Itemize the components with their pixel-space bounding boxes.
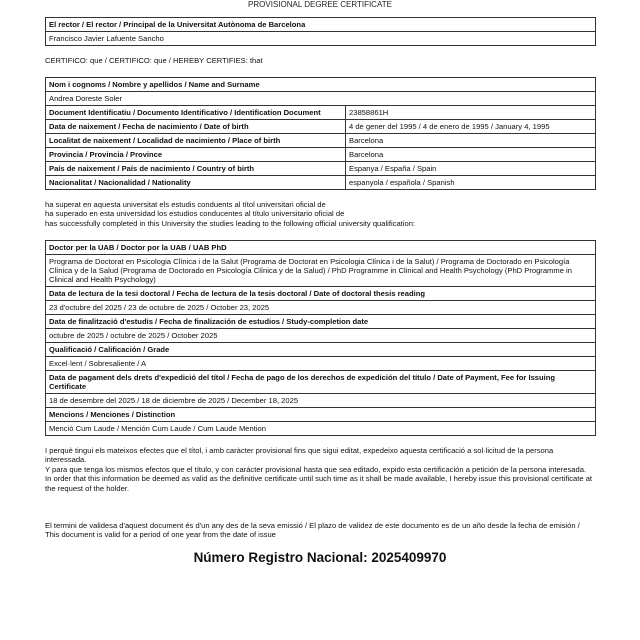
person-row <box>46 106 596 120</box>
field-value: 4 de gener del 1995 / 4 de enero de 1995 / January 4, 1995 <box>346 120 596 134</box>
field-label: País de naixement / País de nacimiento / Country of birth <box>46 162 346 176</box>
registro-nacional: Número Registro Nacional: 2025409970 <box>193 550 447 565</box>
rector-label: El rector / El rector / Principal de la Universitat Autònoma de Barcelona <box>46 18 596 32</box>
field-label: Data de naixement / Fecha de nacimiento / Date of birth <box>46 120 346 134</box>
document-title: PROVISIONAL DEGREE CERTIFICATE <box>248 0 392 9</box>
intro-line: ha superado en esta universidad los estudios conducentes al título universitario oficial de <box>45 209 345 219</box>
degree-label: Qualificació / Calificación / Grade <box>46 343 596 357</box>
rector-name: Francisco Javier Lafuente Sancho <box>46 32 596 46</box>
degree-value: Menció Cum Laude / Mención Cum Laude / Cum Laude Mention <box>46 422 596 436</box>
closing-es: Y para que tenga los mismos efectos que el título, y con carácter provisional hasta que sea editado, expido esta certificación a petición de la persona interesada. <box>45 464 587 474</box>
person-row <box>46 176 596 190</box>
name-label: Nom i cognoms / Nombre y apellidos / Name and Surname <box>46 78 596 92</box>
validity-text <box>45 521 596 540</box>
closing-en: In order that this information be deemed as valid as the definitive certificate until such time as it shall be made available, I hereby issue this provisional certificate at the request of the holder. <box>45 474 593 493</box>
name-value: Andrea Doreste Soler <box>46 92 596 106</box>
field-label: Provincia / Provincia / Province <box>46 148 346 162</box>
field-value: Barcelona <box>346 134 596 148</box>
field-value: espanyola / española / Spanish <box>346 176 596 190</box>
person-table <box>45 77 596 190</box>
certifico-text: CERTIFICO: que / CERTIFICO: que / HEREBY CERTIFIES: that <box>45 56 263 65</box>
validity: El termini de validesa d'aquest document és d'un any des de la seva emissió / El plazo de validez de este documento es de un año desde la fecha de emisión / This document is valid for a period of one year from the date of issue <box>45 521 580 540</box>
degree-label: Doctor per la UAB / Doctor por la UAB / UAB PhD <box>46 241 596 255</box>
degree-label: Data de finalització d'estudis / Fecha de finalización de estudios / Study-completion date <box>46 315 596 329</box>
closing-ca: I perquè tingui els mateixos efectes que el títol, i amb caràcter provisional fins que sigui editat, expedeixo aquesta certificació a sol·licitud de la persona interessada. <box>45 446 554 465</box>
intro-text <box>45 200 596 228</box>
rector-table <box>45 17 596 46</box>
field-label: Nacionalitat / Nacionalidad / Nationality <box>46 176 346 190</box>
closing-text <box>45 446 596 493</box>
field-label: Localitat de naixement / Localidad de nacimiento / Place of birth <box>46 134 346 148</box>
degree-value: 23 d'octubre del 2025 / 23 de octubre de 2025 / October 23, 2025 <box>46 301 596 315</box>
person-row <box>46 162 596 176</box>
degree-table <box>45 240 596 436</box>
degree-value: Programa de Doctorat en Psicologia Clínica i de la Salut (Programa de Doctorat en Psicologia Clínica i de la Salut) / Programa de Doctorado en Psicología Clínica y de la Salud (Programa de Doctorado en Psicología Clínica y de la Salud) / PhD Programme in Clinical and Health Psychology (PhD Programme in Clinical and Health Psychology) <box>46 255 596 287</box>
field-value: 23858861H <box>346 106 596 120</box>
field-label: Document Identificatiu / Documento Identificativo / Identification Document <box>46 106 346 120</box>
field-value: Barcelona <box>346 148 596 162</box>
degree-label: Data de lectura de la tesi doctoral / Fecha de lectura de la tesis doctoral / Date of doctoral thesis reading <box>46 287 596 301</box>
intro-line: has successfully completed in this University the studies leading to the following official university qualification: <box>45 218 416 228</box>
person-row <box>46 134 596 148</box>
degree-value: octubre de 2025 / octubre de 2025 / October 2025 <box>46 329 596 343</box>
person-row <box>46 148 596 162</box>
person-row <box>46 120 596 134</box>
field-value: Espanya / España / Spain <box>346 162 596 176</box>
degree-value: Excel·lent / Sobresaliente / A <box>46 357 596 371</box>
degree-value: 18 de desembre del 2025 / 18 de diciembre de 2025 / December 18, 2025 <box>46 394 596 408</box>
degree-label: Data de pagament dels drets d'expedició del títol / Fecha de pago de los derechos de expedición del título / Date of Payment, Fee for Issuing Certificate <box>46 371 596 394</box>
intro-line: ha superat en aquesta universitat els estudis conduents al títol universitari oficial de <box>45 200 326 209</box>
degree-label: Mencions / Menciones / Distinction <box>46 408 596 422</box>
